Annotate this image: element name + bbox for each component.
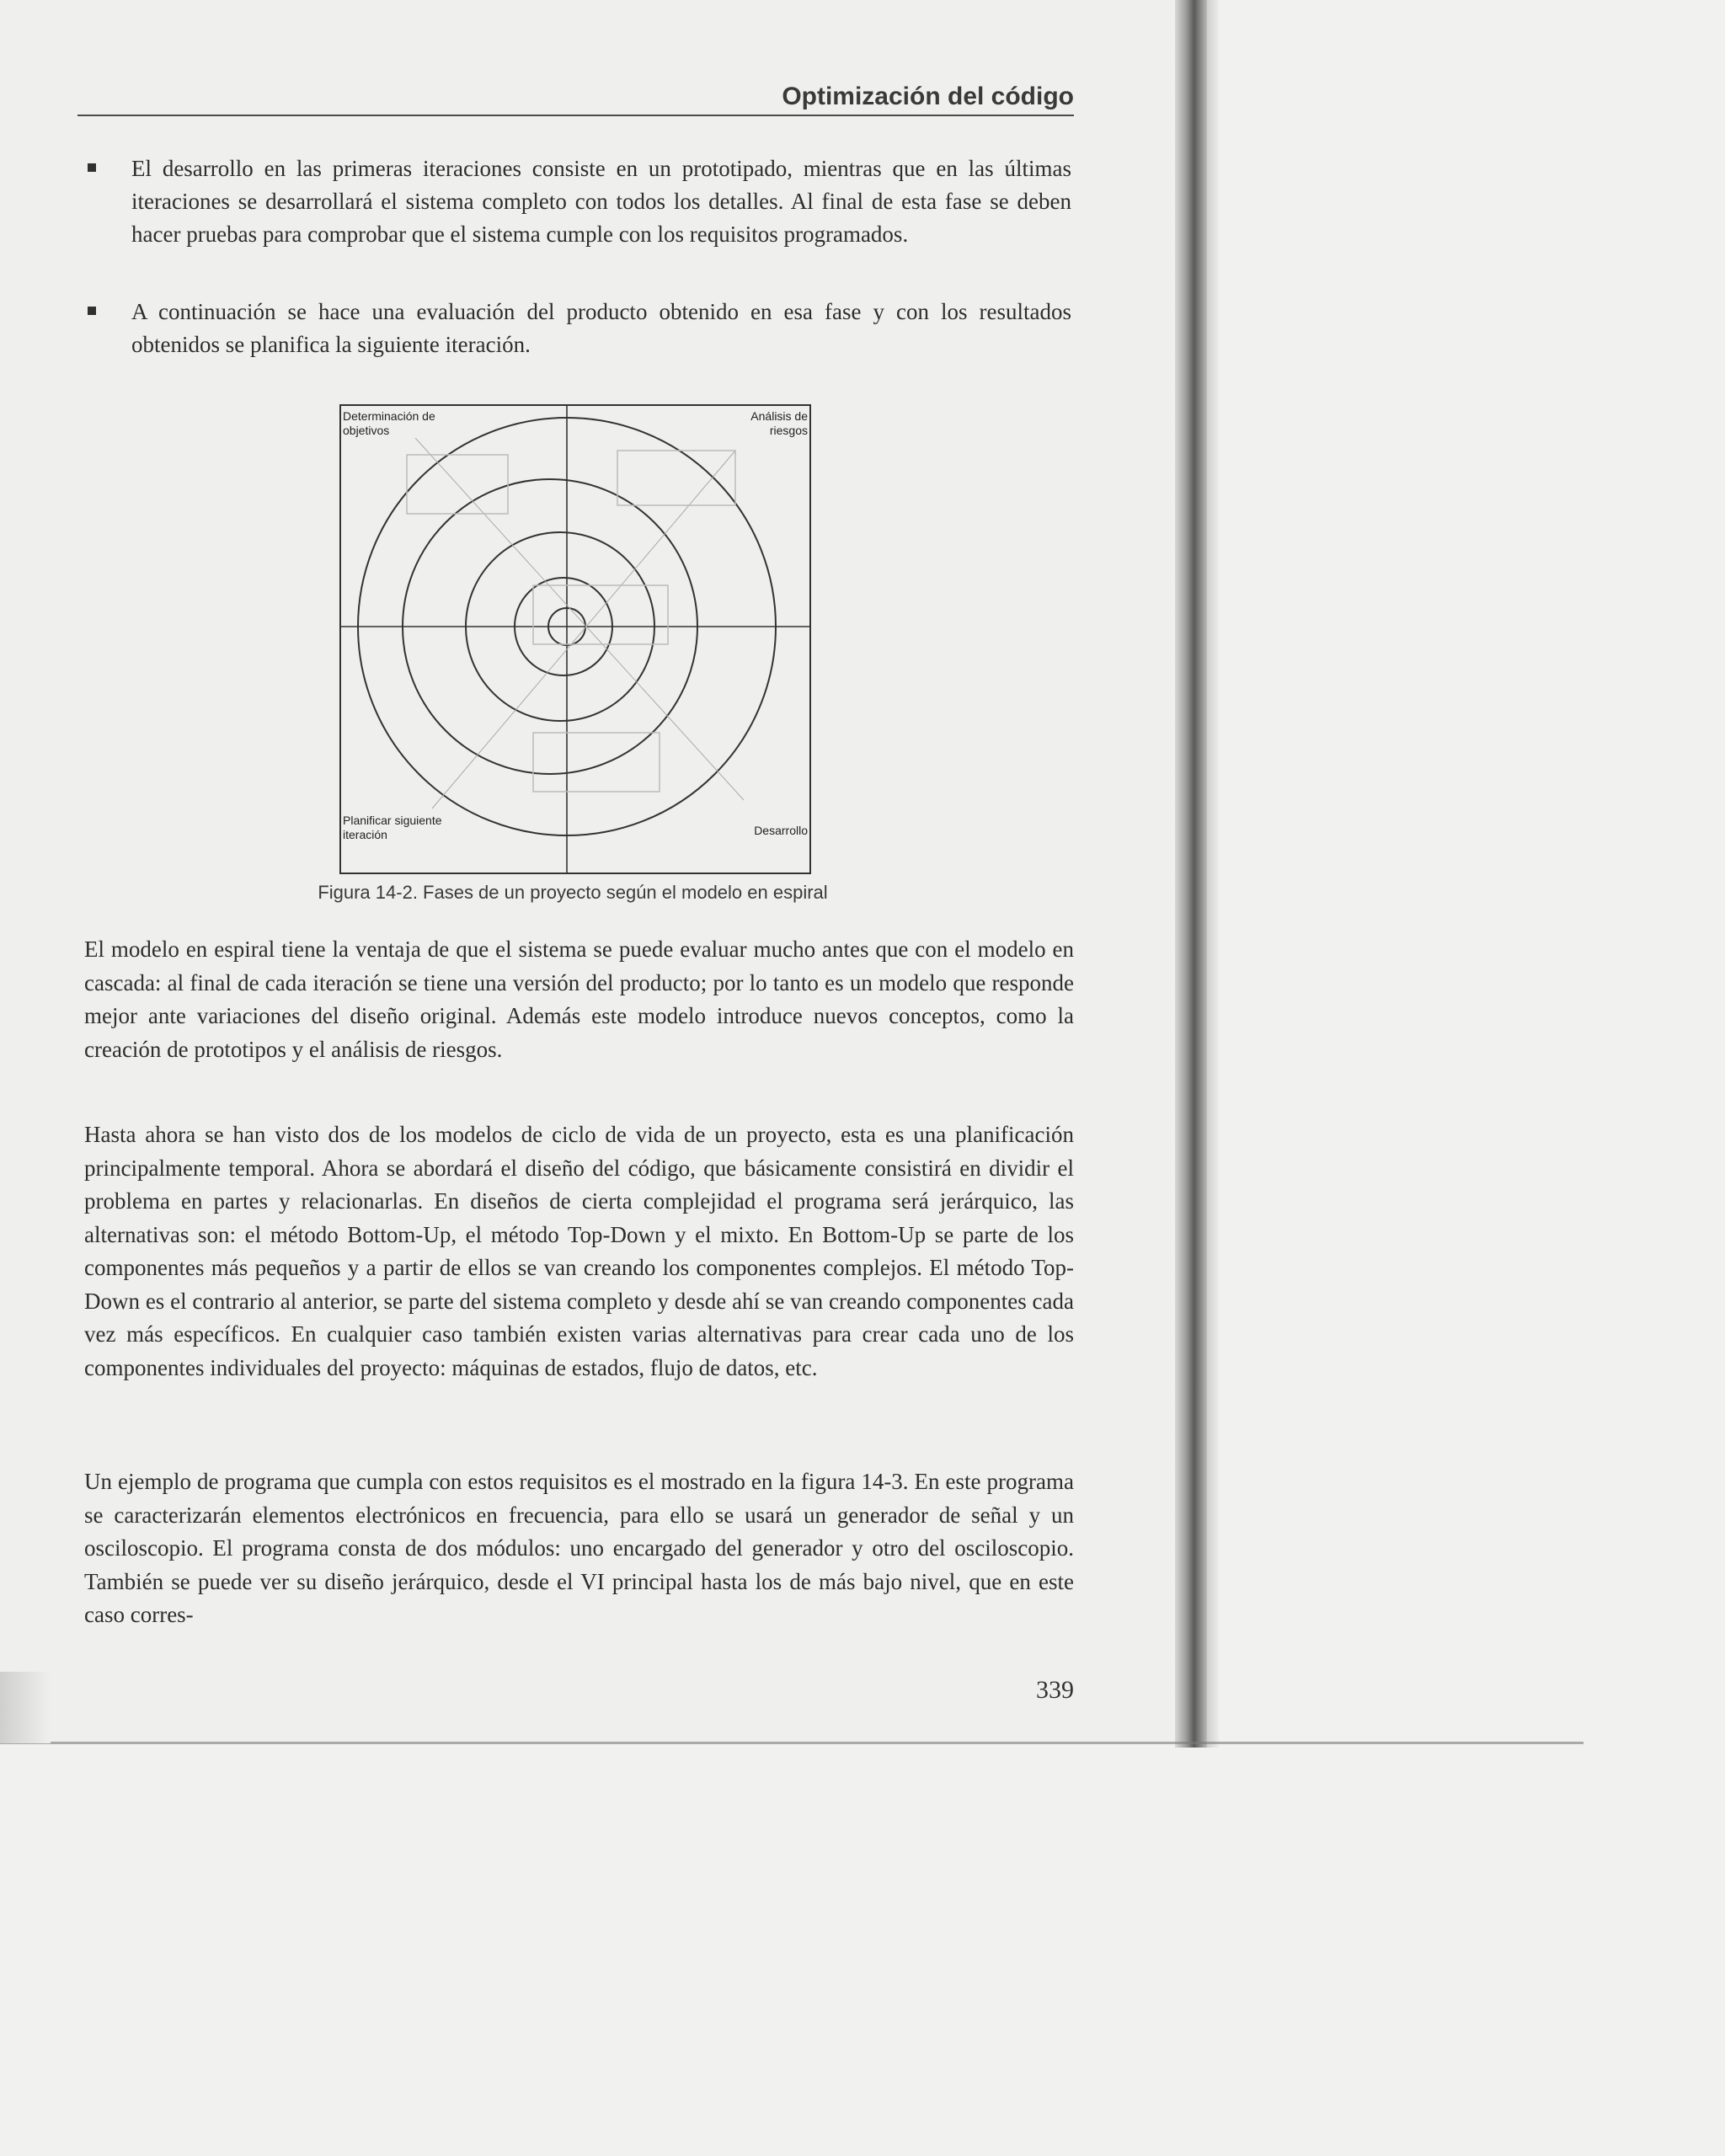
label-planificar-iteracion: Planificar siguiente iteración [343, 814, 448, 842]
header-rule [77, 115, 1074, 116]
label-analisis-riesgos: Análisis de riesgos [735, 409, 808, 438]
figure-caption: Figura 14-2. Fases de un proyecto según el modelo en espiral [318, 882, 828, 903]
bullet-square-icon [88, 163, 96, 172]
bullet-item [94, 296, 1071, 361]
spiral-diagram [339, 404, 811, 874]
bullet-text: El desarrollo en las primeras iteraciones consiste en un prototipado, mientras que en las últimas iteraciones se desarrollará el sistema completo con todos los detalles. Al final de esta fase se deben hacer pruebas para comprobar que el sistema cumple con los requisitos programados. [131, 156, 1071, 247]
label-determinacion-objetivos: Determinación de objetivos [343, 409, 435, 437]
page-number: 339 [1036, 1676, 1074, 1704]
bullet-item [94, 152, 1071, 251]
running-header: Optimización del código [782, 83, 1074, 110]
bullet-text: A continuación se hace una evaluación del producto obtenido en esa fase y con los resultados obtenidos se planifica la siguiente iteración. [131, 299, 1071, 357]
spiral-model-figure [339, 404, 811, 874]
page-edge-shadow [1207, 0, 1219, 1748]
paragraph: El modelo en espiral tiene la ventaja de que el sistema se puede evaluar mucho antes que con el modelo en cascada: al final de cada iteración se tiene una versión del producto; por lo tanto es un modelo que responde mejor ante variaciones del diseño original. Además este modelo introduce nuevos conceptos, como la creación de prototipos y el análisis de riesgos. [84, 937, 1074, 1062]
bullet-square-icon [88, 307, 96, 315]
label-desarrollo: Desarrollo [742, 824, 808, 838]
page-binding-edge [1175, 0, 1207, 1748]
page-bottom-edge [0, 1742, 1583, 1744]
paragraph: Un ejemplo de programa que cumpla con estos requisitos es el mostrado en la figura 14-3. En este programa se caracterizarán elementos electrónicos en frecuencia, para ello se usará un generador de señal y un osciloscopio. El programa consta de dos módulos: uno encargado del generador y otro del osciloscopio. También se puede ver su diseño jerárquico, desde el VI principal hasta los de más bajo nivel, que en este caso corres- [84, 1469, 1074, 1627]
paragraph: Hasta ahora se han visto dos de los modelos de ciclo de vida de un proyecto, esta es una planificación principalmente temporal. Ahora se abordará el diseño del código, que básicamente consistirá en dividir el problema en partes y relacionarlas. En diseños de cierta complejidad el programa será jerárquico, las alternativas son: el método Bottom-Up, el método Top-Down y el mixto. En Bottom-Up se parte de los componentes más pequeños y a partir de ellos se van creando los componentes complejos. El método Top-Down es el contrario al anterior, se parte del sistema completo y desde ahí se van creando componentes cada vez más específicos. En cualquier caso también existen varias alternativas para crear cada uno de los componentes individuales del proyecto: máquinas de estados, flujo de datos, etc. [84, 1122, 1074, 1380]
scan-corner-shadow [0, 1672, 51, 1743]
